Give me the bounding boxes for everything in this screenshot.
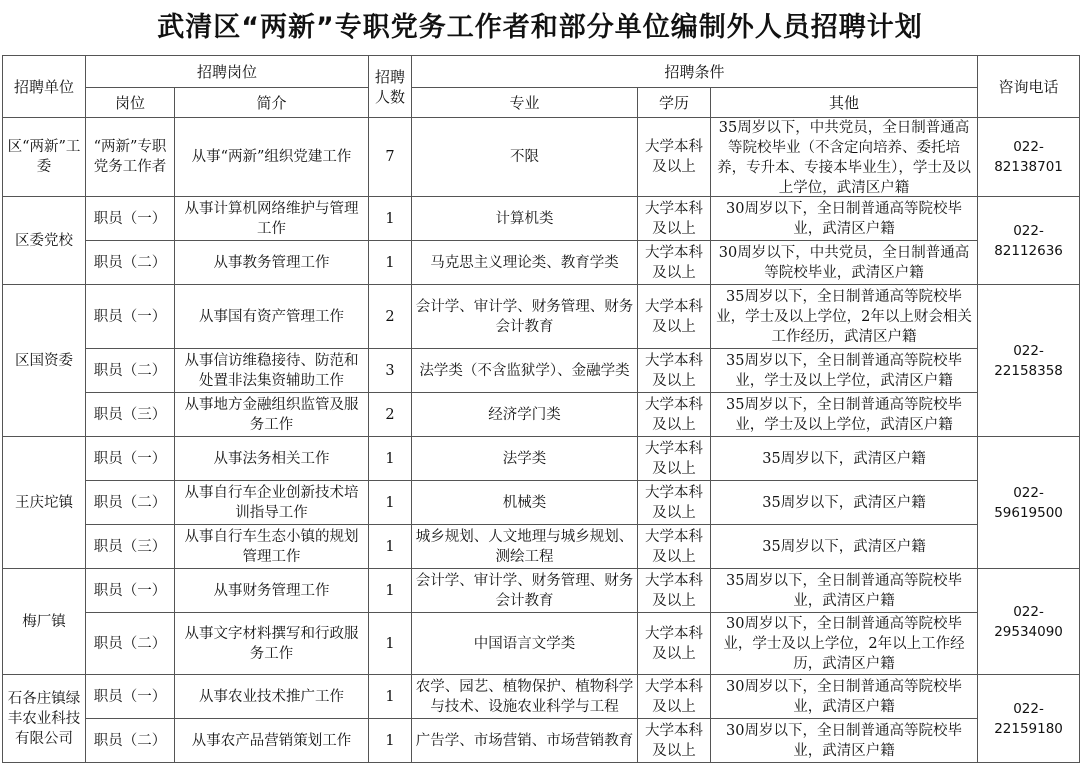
position-cell: 职员（一） <box>86 675 175 719</box>
header-unit: 招聘单位 <box>3 56 86 118</box>
education-cell: 大学本科及以上 <box>638 613 711 675</box>
education-cell: 大学本科及以上 <box>638 241 711 285</box>
description-cell: 从事信访维稳接待、防范和处置非法集资辅助工作 <box>175 349 369 393</box>
count-cell: 2 <box>369 285 412 349</box>
position-cell: 职员（二） <box>86 481 175 525</box>
education-cell: 大学本科及以上 <box>638 349 711 393</box>
header-position-group: 招聘岗位 <box>86 56 369 88</box>
education-cell: 大学本科及以上 <box>638 675 711 719</box>
phone-cell: 022-22158358 <box>978 285 1080 437</box>
major-cell: 不限 <box>412 118 638 197</box>
other-cell: 35周岁以下，武清区户籍 <box>711 481 978 525</box>
education-cell: 大学本科及以上 <box>638 118 711 197</box>
table-row <box>3 241 1080 285</box>
other-cell: 30周岁以下，全日制普通高等院校毕业，学士及以上学位，2年以上工作经历，武清区户籍 <box>711 613 978 675</box>
description-cell: 从事地方金融组织监管及服务工作 <box>175 393 369 437</box>
other-cell: 30周岁以下，全日制普通高等院校毕业，武清区户籍 <box>711 197 978 241</box>
other-cell <box>711 118 978 197</box>
header-position: 岗位 <box>86 88 175 118</box>
description-cell: 从事法务相关工作 <box>175 437 369 481</box>
count-cell: 1 <box>369 481 412 525</box>
header-conditions-group: 招聘条件 <box>412 56 978 88</box>
other-cell: 35周岁以下，武清区户籍 <box>711 525 978 569</box>
table-row <box>3 675 1080 719</box>
position-cell: 职员（二） <box>86 241 175 285</box>
count-cell: 1 <box>369 719 412 763</box>
position-cell: 职员（一） <box>86 197 175 241</box>
education-cell: 大学本科及以上 <box>638 719 711 763</box>
other-cell: 35周岁以下，武清区户籍 <box>711 437 978 481</box>
description-cell: 从事财务管理工作 <box>175 569 369 613</box>
unit-cell: 王庆坨镇 <box>3 437 86 569</box>
table-row <box>3 569 1080 613</box>
phone-cell: 022-29534090 <box>978 569 1080 675</box>
unit-cell: 区委党校 <box>3 197 86 285</box>
recruitment-table <box>2 55 1080 763</box>
other-text: 35周岁以下，中共党员，全日制普通高等院校毕业（不含定向培养、委托培养，专升本、专接本毕业生），学士及以上学位，武清区户籍 <box>717 120 971 196</box>
major-cell: 法学类 <box>412 437 638 481</box>
header-phone: 咨询电话 <box>978 56 1080 118</box>
position-cell: 职员（一） <box>86 437 175 481</box>
position-cell: 职员（二） <box>86 719 175 763</box>
description-cell: 从事计算机网络维护与管理工作 <box>175 197 369 241</box>
unit-cell: 区“两新”工委 <box>3 118 86 197</box>
major-cell: 城乡规划、人文地理与城乡规划、测绘工程 <box>412 525 638 569</box>
major-cell: 会计学、审计学、财务管理、财务会计教育 <box>412 569 638 613</box>
phone-cell: 022-22159180 <box>978 675 1080 763</box>
count-cell: 2 <box>369 393 412 437</box>
major-cell: 法学类（不含监狱学）、金融学类 <box>412 349 638 393</box>
major-cell: 马克思主义理论类、教育学类 <box>412 241 638 285</box>
position-cell: 职员（一） <box>86 285 175 349</box>
description-cell: 从事“两新”组织党建工作 <box>175 118 369 197</box>
position-cell: 职员（二） <box>86 613 175 675</box>
table-row <box>3 481 1080 525</box>
education-cell: 大学本科及以上 <box>638 197 711 241</box>
header-other: 其他 <box>711 88 978 118</box>
table-row <box>3 197 1080 241</box>
header-description: 简介 <box>175 88 369 118</box>
other-cell: 35周岁以下，全日制普通高等院校毕业，学士及以上学位，武清区户籍 <box>711 393 978 437</box>
other-cell: 35周岁以下，全日制普通高等院校毕业，武清区户籍 <box>711 569 978 613</box>
header-education: 学历 <box>638 88 711 118</box>
description-cell: 从事自行车企业创新技术培训指导工作 <box>175 481 369 525</box>
major-cell: 机械类 <box>412 481 638 525</box>
header-count: 招聘人数 <box>369 56 412 118</box>
description-cell: 从事农产品营销策划工作 <box>175 719 369 763</box>
major-cell: 广告学、市场营销、市场营销教育 <box>412 719 638 763</box>
major-cell: 农学、园艺、植物保护、植物科学与技术、设施农业科学与工程 <box>412 675 638 719</box>
count-cell: 1 <box>369 437 412 481</box>
position-cell: 职员（三） <box>86 525 175 569</box>
other-cell: 30周岁以下，全日制普通高等院校毕业，武清区户籍 <box>711 719 978 763</box>
count-cell: 1 <box>369 525 412 569</box>
count-cell: 1 <box>369 675 412 719</box>
table-row <box>3 525 1080 569</box>
major-cell: 会计学、审计学、财务管理、财务会计教育 <box>412 285 638 349</box>
description-cell: 从事农业技术推广工作 <box>175 675 369 719</box>
major-cell: 经济学门类 <box>412 393 638 437</box>
count-cell: 1 <box>369 241 412 285</box>
header-major: 专业 <box>412 88 638 118</box>
position-cell: 职员（二） <box>86 349 175 393</box>
unit-cell: 梅厂镇 <box>3 569 86 675</box>
count-cell: 1 <box>369 613 412 675</box>
unit-cell: 区国资委 <box>3 285 86 437</box>
table-row <box>3 393 1080 437</box>
description-cell: 从事教务管理工作 <box>175 241 369 285</box>
table-row <box>3 613 1080 675</box>
unit-cell: 石各庄镇绿丰农业科技有限公司 <box>3 675 86 763</box>
major-cell: 计算机类 <box>412 197 638 241</box>
education-cell: 大学本科及以上 <box>638 525 711 569</box>
count-cell: 3 <box>369 349 412 393</box>
major-cell: 中国语言文学类 <box>412 613 638 675</box>
page-title: 武清区“两新”专职党务工作者和部分单位编制外人员招聘计划 <box>157 12 923 43</box>
other-cell: 35周岁以下，全日制普通高等院校毕业，学士及以上学位，2年以上财会相关工作经历，武清区户籍 <box>711 285 978 349</box>
education-cell: 大学本科及以上 <box>638 569 711 613</box>
description-cell: 从事国有资产管理工作 <box>175 285 369 349</box>
description-cell: 从事文字材料撰写和行政服务工作 <box>175 613 369 675</box>
phone-cell: 022-59619500 <box>978 437 1080 569</box>
education-cell: 大学本科及以上 <box>638 285 711 349</box>
education-cell: 大学本科及以上 <box>638 393 711 437</box>
other-cell: 35周岁以下，全日制普通高等院校毕业，学士及以上学位，武清区户籍 <box>711 349 978 393</box>
education-cell: 大学本科及以上 <box>638 437 711 481</box>
position-cell: 职员（三） <box>86 393 175 437</box>
count-cell: 1 <box>369 569 412 613</box>
phone-cell: 022-82112636 <box>978 197 1080 285</box>
count-cell: 1 <box>369 197 412 241</box>
other-cell: 30周岁以下，全日制普通高等院校毕业，武清区户籍 <box>711 675 978 719</box>
table-row <box>3 118 1080 197</box>
description-cell: 从事自行车生态小镇的规划管理工作 <box>175 525 369 569</box>
position-cell: “两新”专职党务工作者 <box>86 118 175 197</box>
education-cell: 大学本科及以上 <box>638 481 711 525</box>
position-cell: 职员（一） <box>86 569 175 613</box>
table-row <box>3 285 1080 349</box>
table-row <box>3 437 1080 481</box>
count-cell: 7 <box>369 118 412 197</box>
table-row <box>3 349 1080 393</box>
phone-cell: 022-82138701 <box>978 118 1080 197</box>
other-cell: 30周岁以下，中共党员，全日制普通高等院校毕业，武清区户籍 <box>711 241 978 285</box>
table-row <box>3 719 1080 763</box>
